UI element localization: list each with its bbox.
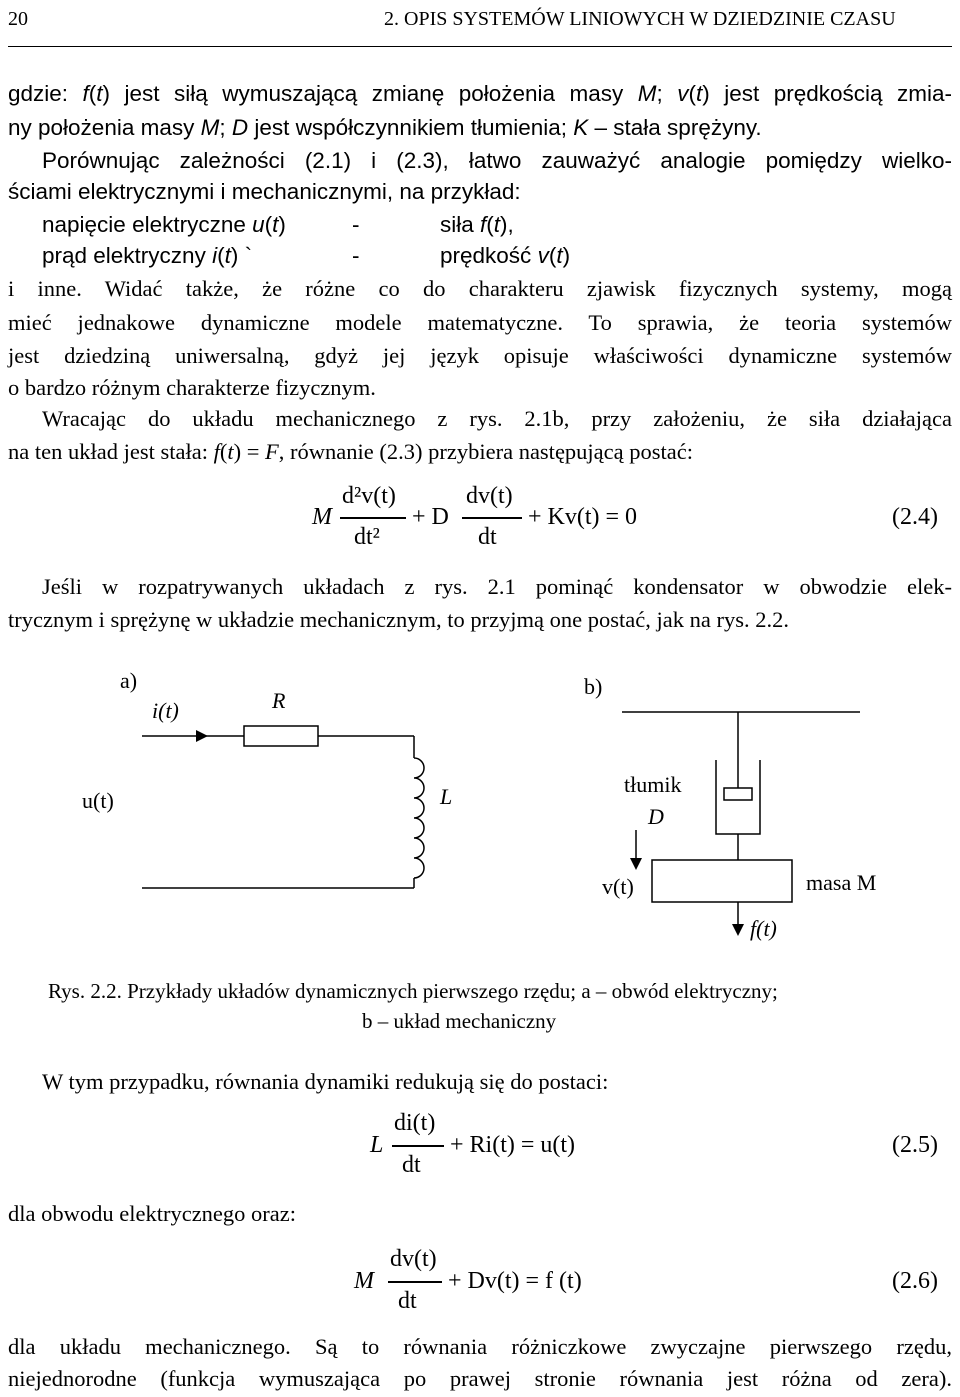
fig-resistor-label: R	[272, 688, 286, 713]
eq24-number: (2.4)	[892, 504, 938, 530]
current-arrow	[196, 730, 208, 742]
para7-line1: dla obwodu elektrycznego oraz:	[8, 1201, 297, 1226]
eq26-den: dt	[398, 1288, 417, 1314]
analogy-velocity: prędkość v(t)	[440, 243, 571, 268]
eq24-num1: d²v(t)	[342, 483, 396, 509]
eq25-L: L	[370, 1132, 384, 1158]
eq26-fraction-bar	[388, 1281, 442, 1283]
figure-2-2	[0, 660, 960, 960]
para3-line1: i inne. Widać także, że różne co do charakteru zjawisk fizycznych systemy, mogą	[8, 276, 952, 301]
fig-inductor-label: L	[440, 784, 453, 809]
para4-line1: Wracając do układu mechanicznego z rys. 2.1b, przy założeniu, że siła działająca	[42, 406, 952, 431]
fig-current-label: i(t)	[152, 698, 179, 723]
force-arrow-head	[732, 924, 744, 936]
inductor-coil	[414, 758, 424, 878]
eq24-fraction-bar-1	[340, 517, 406, 519]
damper-piston	[724, 788, 752, 800]
fig-label-b: b)	[584, 674, 603, 699]
figure-caption-line1: Rys. 2.2. Przykłady układów dynamicznych pierwszego rzędu; a – obwód elektryczny;	[48, 979, 778, 1003]
para2-line2: ściami elektrycznymi i mechanicznymi, na przykład:	[8, 179, 521, 204]
eq24-fraction-bar-2	[462, 517, 522, 519]
eq24-M: M	[312, 504, 332, 530]
fig-label-a: a)	[120, 668, 138, 693]
resistor-box	[244, 726, 318, 746]
eq25-num: di(t)	[394, 1110, 436, 1136]
fig-mass-label: masa M	[806, 870, 877, 895]
fig-force-label: f(t)	[750, 916, 777, 941]
mass-block	[652, 860, 792, 902]
fig-velocity-label: v(t)	[602, 874, 634, 899]
eq25-number: (2.5)	[892, 1132, 938, 1158]
eq24-den2: dt	[478, 524, 497, 550]
para2-line1: Porównując zależności (2.1) i (2.3), łatwo zauważyć analogie pomiędzy wielko-	[42, 148, 952, 173]
velocity-arrow-head	[630, 858, 642, 870]
eq26-number: (2.6)	[892, 1268, 938, 1294]
fig-damper-symbol: D	[648, 804, 664, 829]
eq24-den1: dt²	[354, 524, 380, 550]
eq26-rest: + Dv(t) = f (t)	[448, 1268, 582, 1294]
eq24-rest: + Kv(t) = 0	[528, 504, 638, 530]
analogy-current: prąd elektryczny i(t) `	[42, 243, 253, 268]
chapter-title: 2. OPIS SYSTEMÓW LINIOWYCH W DZIEDZINIE CZASU	[384, 8, 896, 30]
para3-line4: o bardzo różnym charakterze fizycznym.	[8, 375, 376, 400]
eq26-M: M	[354, 1268, 374, 1294]
para6-line1: W tym przypadku, równania dynamiki redukują się do postaci:	[42, 1069, 609, 1094]
para4-line2: na ten układ jest stała: f(t) = F, równanie (2.3) przybiera następującą postać:	[8, 439, 693, 464]
fig-voltage-label: u(t)	[82, 788, 114, 813]
para8-line1: dla układu mechanicznego. Są to równania różniczkowe zwyczajne pierwszego rzędu,	[8, 1334, 952, 1359]
eq25-rest: + Ri(t) = u(t)	[450, 1132, 576, 1158]
figure-caption-line2: b – układ mechaniczny	[362, 1009, 557, 1033]
eq25-fraction-bar	[392, 1145, 444, 1147]
para1-line1: gdzie: f(t) jest siłą wymuszającą zmianę położenia masy M; v(t) jest prędkością zmia-	[8, 81, 952, 106]
para8-line2: niejednorodne (funkcja wymuszająca po prawej stronie równania jest różna od zera).	[8, 1366, 952, 1391]
analogy-force: siła f(t),	[440, 212, 514, 237]
analogy-dash-1: -	[352, 212, 360, 237]
para5-line1: Jeśli w rozpatrywanych układach z rys. 2.1 pominąć kondensator w obwodzie elek-	[42, 574, 952, 599]
analogy-dash-2: -	[352, 243, 360, 268]
para5-line2: trycznym i sprężynę w układzie mechanicznym, to przyjmą one postać, jak na rys. 2.2.	[8, 607, 789, 632]
para3-line3: jest dziedziną uniwersalną, gdyż jej język opisuje właściwości dynamiczne systemów	[8, 343, 952, 368]
eq26-num: dv(t)	[390, 1246, 437, 1272]
para3-line2: mieć jednakowe dynamiczne modele matematyczne. To sprawia, że teoria systemów	[8, 310, 952, 335]
page-number: 20	[8, 8, 28, 30]
eq25-den: dt	[402, 1152, 421, 1178]
eq24-plus-d: + D	[412, 504, 449, 530]
fig-damper-name: tłumik	[624, 772, 682, 797]
header-rule	[8, 46, 952, 47]
analogy-voltage: napięcie elektryczne u(t)	[42, 212, 286, 237]
eq24-num2: dv(t)	[466, 483, 513, 509]
para1-line2: ny położenia masy M; D jest współczynnikiem tłumienia; K – stała sprężyny.	[8, 115, 762, 140]
